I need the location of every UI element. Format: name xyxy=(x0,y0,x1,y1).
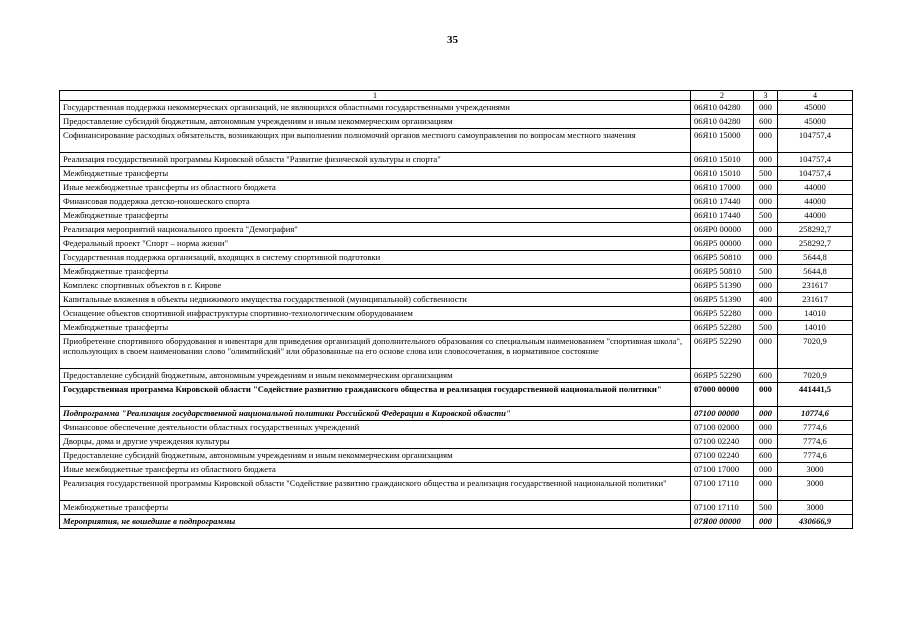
row-type-cell: 500 xyxy=(754,209,778,223)
row-sum-cell: 5644,8 xyxy=(778,251,853,265)
row-code-cell: 06ЯР5 50810 xyxy=(691,265,754,279)
row-code-cell: 07100 17110 xyxy=(691,477,754,501)
row-name-cell: Иные межбюджетные трансферты из областного бюджета xyxy=(60,463,691,477)
table-row xyxy=(60,293,853,307)
row-name-cell: Предоставление субсидий бюджетным, автономным учреждениям и иным некоммерческим организациям xyxy=(60,115,691,129)
table-row xyxy=(60,153,853,167)
row-type-cell: 000 xyxy=(754,195,778,209)
table-row xyxy=(60,321,853,335)
table-row xyxy=(60,101,853,115)
row-name-cell: Капитальные вложения в объекты недвижимого имущества государственной (муниципальной) собственности xyxy=(60,293,691,307)
row-type-cell: 000 xyxy=(754,383,778,407)
table-row xyxy=(60,335,853,369)
row-sum-cell: 44000 xyxy=(778,209,853,223)
row-name-cell: Софинансирование расходных обязательств, возникающих при выполнении полномочий органов местного самоуправления по вопросам местного значения xyxy=(60,129,691,153)
row-name-cell: Оснащение объектов спортивной инфраструктуры спортивно-технологическим оборудованием xyxy=(60,307,691,321)
row-sum-cell: 441441,5 xyxy=(778,383,853,407)
row-type-cell: 600 xyxy=(754,449,778,463)
row-type-cell: 000 xyxy=(754,515,778,529)
row-code-cell: 07100 17110 xyxy=(691,501,754,515)
row-name-cell: Подпрограмма "Реализация государственной национальной политики Российской Федерации в Кировской области" xyxy=(60,407,691,421)
row-type-cell: 000 xyxy=(754,181,778,195)
row-type-cell: 500 xyxy=(754,265,778,279)
row-sum-cell: 44000 xyxy=(778,181,853,195)
row-type-cell: 600 xyxy=(754,115,778,129)
row-code-cell: 06Я10 04280 xyxy=(691,115,754,129)
row-type-cell: 000 xyxy=(754,223,778,237)
table-row xyxy=(60,449,853,463)
row-sum-cell: 14010 xyxy=(778,307,853,321)
row-sum-cell: 14010 xyxy=(778,321,853,335)
row-type-cell: 000 xyxy=(754,463,778,477)
table-row xyxy=(60,407,853,421)
row-type-cell: 000 xyxy=(754,237,778,251)
row-sum-cell: 5644,8 xyxy=(778,265,853,279)
row-sum-cell: 7774,6 xyxy=(778,435,853,449)
row-code-cell: 06Я10 17440 xyxy=(691,195,754,209)
row-code-cell: 06Я10 17440 xyxy=(691,209,754,223)
table-row xyxy=(60,115,853,129)
row-code-cell: 06Я10 15010 xyxy=(691,167,754,181)
row-name-cell: Федеральный проект "Спорт – норма жизни" xyxy=(60,237,691,251)
row-sum-cell: 258292,7 xyxy=(778,237,853,251)
row-name-cell: Реализация мероприятий национального проекта "Демография" xyxy=(60,223,691,237)
row-code-cell: 07100 00000 xyxy=(691,407,754,421)
row-type-cell: 000 xyxy=(754,279,778,293)
row-code-cell: 06ЯР5 52290 xyxy=(691,369,754,383)
table-row xyxy=(60,421,853,435)
row-code-cell: 07100 02240 xyxy=(691,449,754,463)
row-name-cell: Государственная поддержка некоммерческих организаций, не являющихся областными государственными учреждениями xyxy=(60,101,691,115)
row-name-cell: Государственная поддержка организаций, входящих в систему спортивной подготовки xyxy=(60,251,691,265)
row-code-cell: 07Я00 00000 xyxy=(691,515,754,529)
row-name-cell: Финансовая поддержка детско-юношеского спорта xyxy=(60,195,691,209)
table-row xyxy=(60,463,853,477)
row-name-cell: Межбюджетные трансферты xyxy=(60,167,691,181)
table-row xyxy=(60,223,853,237)
table-row xyxy=(60,307,853,321)
table-row xyxy=(60,515,853,529)
row-sum-cell: 104757,4 xyxy=(778,167,853,181)
row-code-cell: 07100 17000 xyxy=(691,463,754,477)
row-code-cell: 06Я10 15010 xyxy=(691,153,754,167)
row-type-cell: 000 xyxy=(754,307,778,321)
row-sum-cell: 104757,4 xyxy=(778,129,853,153)
page-number: 35 xyxy=(447,34,458,46)
table-row xyxy=(60,265,853,279)
row-sum-cell: 3000 xyxy=(778,463,853,477)
row-type-cell: 500 xyxy=(754,167,778,181)
row-name-cell: Реализация государственной программы Кировской области "Развитие физической культуры и спорта" xyxy=(60,153,691,167)
table-row xyxy=(60,501,853,515)
table-body xyxy=(60,101,853,529)
header-col-2: 2 xyxy=(691,91,754,101)
table-row xyxy=(60,167,853,181)
header-col-1: 1 xyxy=(60,91,691,101)
row-sum-cell: 45000 xyxy=(778,115,853,129)
row-code-cell: 07100 02000 xyxy=(691,421,754,435)
table-row xyxy=(60,181,853,195)
row-code-cell: 06Я10 04280 xyxy=(691,101,754,115)
row-name-cell: Предоставление субсидий бюджетным, автономным учреждениям и иным некоммерческим организациям xyxy=(60,449,691,463)
header-col-3: 3 xyxy=(754,91,778,101)
row-name-cell: Финансовое обеспечение деятельности областных государственных учреждений xyxy=(60,421,691,435)
table-row xyxy=(60,279,853,293)
row-sum-cell: 7020,9 xyxy=(778,335,853,369)
row-type-cell: 000 xyxy=(754,421,778,435)
row-code-cell: 06ЯР5 52280 xyxy=(691,321,754,335)
row-sum-cell: 3000 xyxy=(778,477,853,501)
row-sum-cell: 3000 xyxy=(778,501,853,515)
row-sum-cell: 7774,6 xyxy=(778,449,853,463)
row-type-cell: 000 xyxy=(754,251,778,265)
row-name-cell: Государственная программа Кировской области "Содействие развитию гражданского общества и реализация государственной национальной политики" xyxy=(60,383,691,407)
row-type-cell: 000 xyxy=(754,129,778,153)
row-type-cell: 000 xyxy=(754,335,778,369)
row-type-cell: 500 xyxy=(754,321,778,335)
row-type-cell: 000 xyxy=(754,153,778,167)
row-name-cell: Реализация государственной программы Кировской области "Содействие развитию гражданского общества и реализация государственной национальной политики" xyxy=(60,477,691,501)
row-type-cell: 400 xyxy=(754,293,778,307)
row-type-cell: 000 xyxy=(754,477,778,501)
table-row xyxy=(60,435,853,449)
table-row xyxy=(60,383,853,407)
row-type-cell: 500 xyxy=(754,501,778,515)
row-sum-cell: 258292,7 xyxy=(778,223,853,237)
table-header-row xyxy=(60,91,853,101)
table-row xyxy=(60,237,853,251)
row-sum-cell: 231617 xyxy=(778,293,853,307)
row-code-cell: 06ЯР5 00000 xyxy=(691,237,754,251)
row-name-cell: Предоставление субсидий бюджетным, автономным учреждениям и иным некоммерческим организациям xyxy=(60,369,691,383)
row-code-cell: 06ЯР0 00000 xyxy=(691,223,754,237)
table-row xyxy=(60,477,853,501)
row-name-cell: Мероприятия, не вошедшие в подпрограммы xyxy=(60,515,691,529)
row-sum-cell: 104757,4 xyxy=(778,153,853,167)
row-sum-cell: 231617 xyxy=(778,279,853,293)
table-row xyxy=(60,129,853,153)
row-sum-cell: 430666,9 xyxy=(778,515,853,529)
table-row xyxy=(60,369,853,383)
row-code-cell: 07000 00000 xyxy=(691,383,754,407)
row-type-cell: 000 xyxy=(754,101,778,115)
row-sum-cell: 7020,9 xyxy=(778,369,853,383)
row-type-cell: 000 xyxy=(754,435,778,449)
row-code-cell: 06ЯР5 51390 xyxy=(691,293,754,307)
row-sum-cell: 10774,6 xyxy=(778,407,853,421)
row-code-cell: 06ЯР5 51390 xyxy=(691,279,754,293)
row-name-cell: Межбюджетные трансферты xyxy=(60,209,691,223)
row-name-cell: Межбюджетные трансферты xyxy=(60,501,691,515)
row-name-cell: Межбюджетные трансферты xyxy=(60,321,691,335)
header-col-4: 4 xyxy=(778,91,853,101)
row-name-cell: Приобретение спортивного оборудования и инвентаря для приведения организаций дополнительного образования со специальным наименованием "спортивная школа", использующих в своем наименовании слово "олимпийский" или образованные на его основе слова или словосочетания, в нормативное состояние xyxy=(60,335,691,369)
row-code-cell: 06ЯР5 52280 xyxy=(691,307,754,321)
row-code-cell: 06ЯР5 52290 xyxy=(691,335,754,369)
row-name-cell: Дворцы, дома и другие учреждения культуры xyxy=(60,435,691,449)
row-name-cell: Иные межбюджетные трансферты из областного бюджета xyxy=(60,181,691,195)
table-row xyxy=(60,209,853,223)
table-row xyxy=(60,251,853,265)
row-type-cell: 000 xyxy=(754,407,778,421)
row-code-cell: 06Я10 15000 xyxy=(691,129,754,153)
row-sum-cell: 44000 xyxy=(778,195,853,209)
row-type-cell: 600 xyxy=(754,369,778,383)
budget-table xyxy=(59,90,853,529)
row-name-cell: Комплекс спортивных объектов в г. Кирове xyxy=(60,279,691,293)
row-code-cell: 06ЯР5 50810 xyxy=(691,251,754,265)
row-name-cell: Межбюджетные трансферты xyxy=(60,265,691,279)
row-sum-cell: 7774,6 xyxy=(778,421,853,435)
row-code-cell: 06Я10 17000 xyxy=(691,181,754,195)
row-code-cell: 07100 02240 xyxy=(691,435,754,449)
row-sum-cell: 45000 xyxy=(778,101,853,115)
table-row xyxy=(60,195,853,209)
